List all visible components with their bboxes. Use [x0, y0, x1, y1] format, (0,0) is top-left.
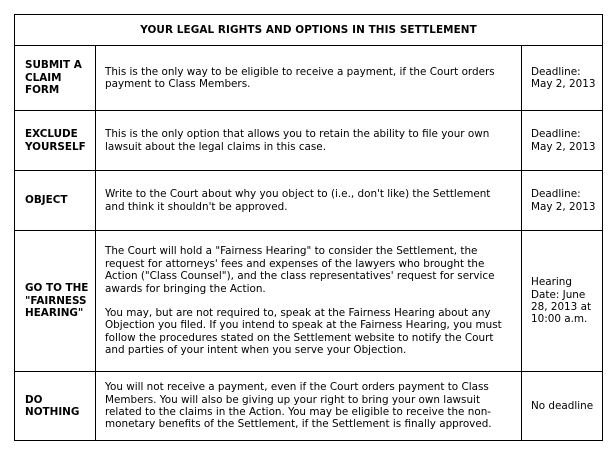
- option-deadline: Deadline: May 2, 2013: [522, 111, 603, 171]
- description-paragraph: This is the only way to be eligible to receive a payment, if the Court orders payment to Class Members.: [105, 65, 495, 90]
- option-deadline: No deadline: [522, 372, 603, 441]
- legal-rights-table: [14, 14, 603, 441]
- option-description: [96, 231, 522, 372]
- option-description: [96, 372, 522, 441]
- option-description: [96, 171, 522, 231]
- description-paragraph: This is the only option that allows you to retain the ability to file your own lawsuit about the legal claims in this case.: [105, 128, 490, 153]
- option-name: EXCLUDE YOURSELF: [15, 111, 96, 171]
- description-paragraph: The Court will hold a "Fairness Hearing" to consider the Settlement, the request for attorneys' fees and expenses of the lawyers who brought the Action ("Class Counsel"), and the class representatives' request for service awards for bringing the Action.: [105, 245, 495, 295]
- table-row: [15, 46, 603, 111]
- option-name: GO TO THE "FAIRNESS HEARING": [15, 231, 96, 372]
- table-row: [15, 231, 603, 372]
- option-deadline: Hearing Date: June 28, 2013 at 10:00 a.m.: [522, 231, 603, 372]
- table-row: [15, 372, 603, 441]
- option-name: OBJECT: [15, 171, 96, 231]
- option-description: [96, 111, 522, 171]
- table-row: [15, 111, 603, 171]
- option-name: SUBMIT A CLAIM FORM: [15, 46, 96, 111]
- description-paragraph: You will not receive a payment, even if the Court orders payment to Class Members. You will also be giving up your right to bring your own lawsuit related to the claims in the Action. You may be eligible to receive the non-monetary benefits of the Settlement, if the Settlement is finally approved.: [105, 381, 492, 431]
- option-deadline: Deadline: May 2, 2013: [522, 171, 603, 231]
- table-row: [15, 171, 603, 231]
- option-name: DO NOTHING: [15, 372, 96, 441]
- description-paragraph: You may, but are not required to, speak at the Fairness Hearing about any Objection you filed. If you intend to speak at the Fairness Hearing, you must follow the procedures stated on the Settlement website to notify the Court and parties of your intent when you serve your Objection.: [105, 307, 502, 357]
- description-paragraph: Write to the Court about why you object to (i.e., don't like) the Settlement and think it shouldn't be approved.: [105, 188, 491, 213]
- option-description: [96, 46, 522, 111]
- table-title: YOUR LEGAL RIGHTS AND OPTIONS IN THIS SETTLEMENT: [15, 15, 603, 46]
- option-deadline: Deadline: May 2, 2013: [522, 46, 603, 111]
